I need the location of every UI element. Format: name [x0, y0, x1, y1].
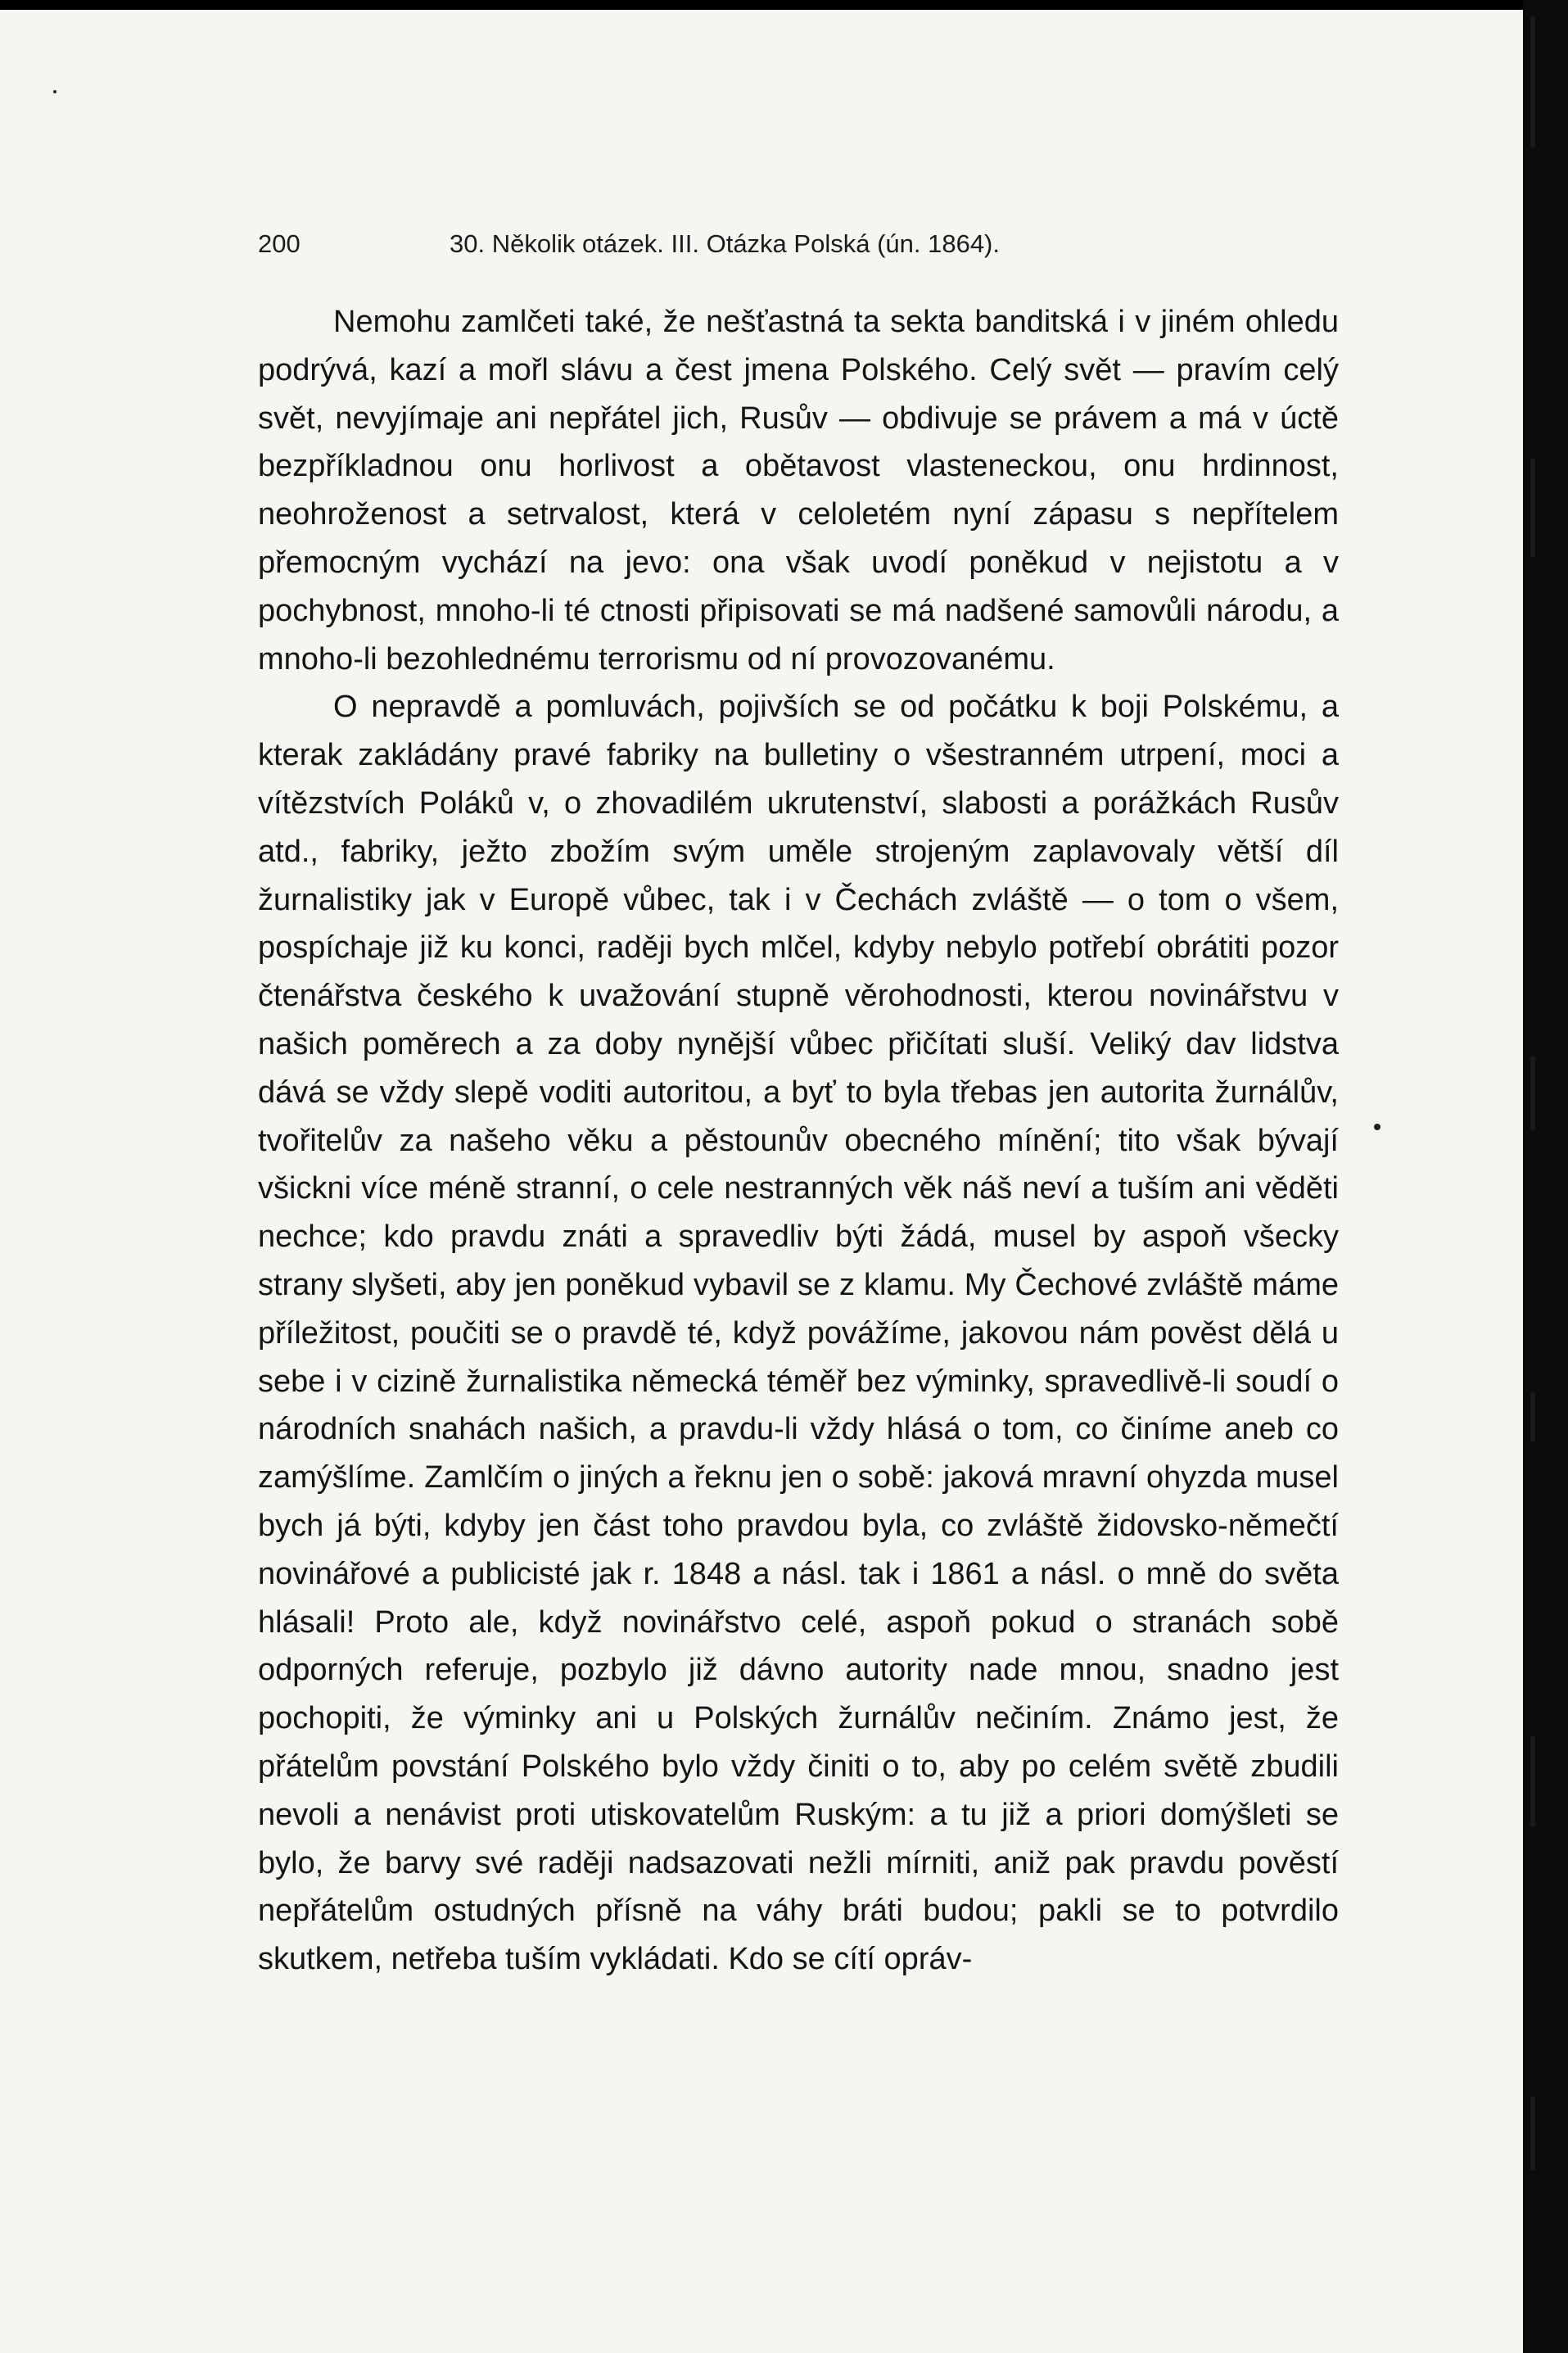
scan-edge-mark [1530, 1057, 1535, 1130]
scan-edge-mark [1530, 16, 1535, 147]
scan-edge-mark [1530, 1392, 1535, 1441]
page-number: 200 [258, 229, 300, 258]
running-title: 30. Několik otázek. III. Otázka Polská (ún. 1864). [450, 229, 1000, 258]
scan-edge-mark [1530, 459, 1535, 557]
body-text [258, 298, 1339, 1984]
scan-edge-mark [1530, 1736, 1535, 1826]
scan-edge-mark [1530, 2097, 1535, 2170]
scan-speck [1374, 1124, 1380, 1130]
page-header [258, 229, 1339, 262]
paragraph-2: O nepravdě a pomluvách, pojivších se od počátku k boji Polskému, a kterak zakládány pravé fabriky na bulletiny o všestranném utrpení, moci a vítězstvích Poláků v, o zhovadilém ukrutenství, slabosti a porážkách Rusův atd., fabriky, ježto zbožím svým uměle strojeným zaplavovaly větší díl žurnalistiky jak v Europě vůbec, tak i v Čechách zvláště — o tom o všem, pospíchaje již ku konci, raději bych mlčel, kdyby nebylo potřebí obrátiti pozor čtenářstva českého k uvažování stupně věrohodnosti, kterou novinářstvu v našich poměrech a za doby nynější vůbec přičítati sluší. Veliký dav lidstva dává se vždy slepě voditi autoritou, a byť to byla třebas jen autorita žurnálův, tvořitelův za našeho věku a pěstounův obecného mínění; tito však bývají všickni více méně stranní, o cele nestranných věk náš neví a tuším ani věděti nechce; kdo pravdu znáti a spravedliv býti žádá, musel by aspoň všecky strany slyšeti, aby jen poněkud vybavil se z klamu. My Čechové zvláště máme příležitost, poučiti se o pravdě té, když povážíme, jakovou nám pověst dělá u sebe i v cizině žurnalistika německá téměř bez výminky, spravedlivě-li soudí o národních snahách našich, a pravdu-li vždy hlásá o tom, co činíme aneb co zamýšlíme. Zamlčím o jiných a řeknu jen o sobě: jaková mravní ohyzda musel bych já býti, kdyby jen část toho pravdou byla, co zvláště židovsko-němečtí novinářové a publicisté jak r. 1848 a násl. tak i 1861 a násl. o mně do světa hlásali! Proto ale, když novinářstvo celé, aspoň pokud o stranách sobě odporných referuje, pozbylo již dávno autority nade mnou, snadno jest pochopiti, že výminky ani u Polských žurnálův nečiním. Známo jest, že přátelům povstání Polského bylo vždy činiti o to, aby po celém světě zbudili nevoli a nenávist proti utiskovatelům Ruským: a tu již a priori domýšleti se bylo, že barvy své raději nadsazovati nežli mírniti, aniž pak pravdu pověstí nepřátelům ostudných přísně na váhy bráti budou; pakli se to potvrdilo skutkem, netřeba tuším vykládati. Kdo se cítí opráv- [258, 690, 1339, 1977]
scan-speck [53, 90, 56, 93]
paragraph-1: Nemohu zamlčeti také, že nešťastná ta sekta banditská i v jiném ohledu podrývá, kazí a mořl slávu a čest jmena Polského. Celý svět — pravím celý svět, nevyjímaje ani nepřátel jich, Rusův — obdivuje se právem a má v úctě bezpříkladnou onu horlivost a obětavost vlasteneckou, onu hrdinnost, neohroženost a setrvalost, která v celoletém nyní zápasu s nepřítelem přemocným vychází na jevo: ona však uvodí poněkud v nejistotu a v pochybnost, mnoho-li té ctnosti připisovati se má nadšené samovůli národu, a mnoho-li bezohlednému terrorismu od ní provozovanému. [258, 305, 1339, 676]
scan-edge [1523, 0, 1568, 2353]
book-page [0, 10, 1523, 2353]
